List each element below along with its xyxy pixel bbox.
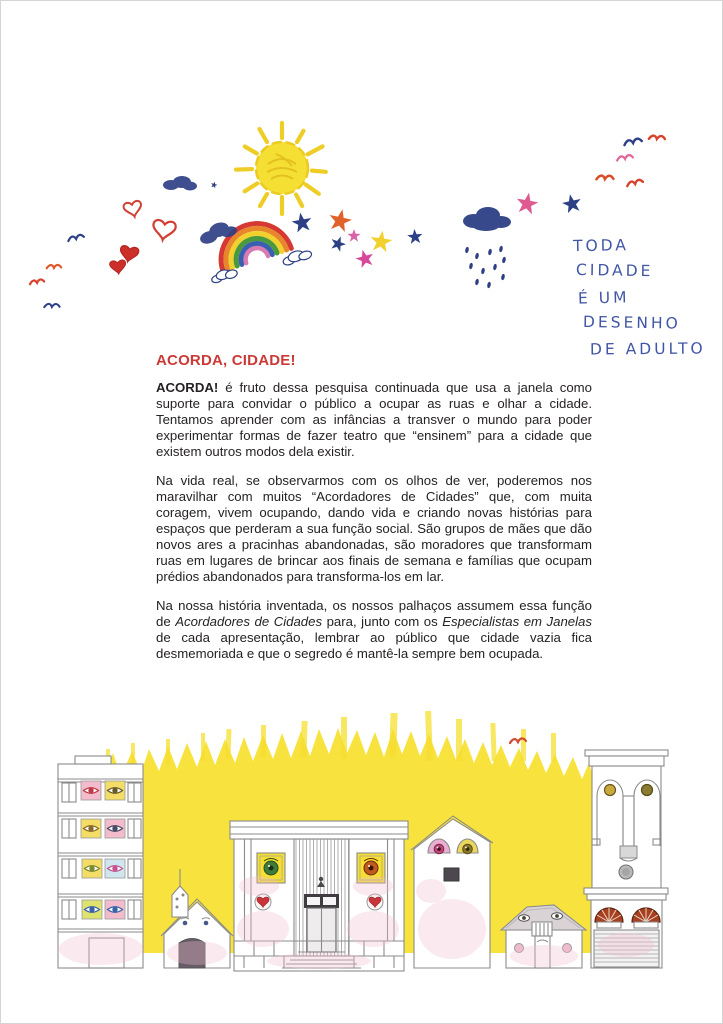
building-apartments-icon <box>58 756 143 968</box>
bird-icon <box>596 174 613 181</box>
note-line: TODA <box>572 236 630 256</box>
paragraph-1 <box>156 380 592 460</box>
star-icon <box>515 191 540 215</box>
paragraph-3-seg: de cada apresentação, lembrar ao público que cidade vazia fica desmemoriada e que o segredo é mantê-la sempre bem ocupada. <box>156 630 592 661</box>
heart-icon <box>109 260 126 275</box>
bird-icon <box>627 179 643 186</box>
building-tower-icon <box>584 750 668 968</box>
bird-icon <box>624 138 642 145</box>
bird-icon <box>30 279 45 284</box>
paragraph-3-seg: para, junto com os <box>322 614 443 629</box>
bottom-illustration <box>1 691 723 1024</box>
paragraph-3-italic: Especialistas em Janelas <box>442 614 592 629</box>
star-icon <box>329 234 348 253</box>
building-theater-icon <box>230 821 408 971</box>
note-line: É UM <box>577 288 630 308</box>
star-icon <box>369 229 394 253</box>
note-line: DESENHO <box>582 312 681 333</box>
bird-icon <box>47 264 62 269</box>
star-icon <box>347 229 360 242</box>
paragraph-3 <box>156 598 592 662</box>
rain-cloud-icon <box>463 207 511 288</box>
star-icon <box>407 228 423 244</box>
paragraph-1-body: é fruto dessa pesquisa continuada que usa a janela como suporte para convidar o público a ocupar as ruas e olhar a cidade. Tentamos aprender com as infâncias a transver o mundo para poder experimentar formas de fazer teatro que “ensinem” para a cidade que existem outros modos dela existir. <box>156 380 592 459</box>
star-icon <box>327 207 354 233</box>
paragraph-2: Na vida real, se observarmos com os olhos de ver, poderemos nos maravilhar com muitos “Acordadores de Cidades” que, com muita coragem, vivem ocupando, dando vida e criando novas histórias para espaços que perderam a sua função social. São grupos de mães que dão novos ares a pracinhas abandonadas, são moradores que transformam ruas em lugares de brincar aos finais de semana e famílias que ocupam prédios abandonados para transforma-los em lar. <box>156 473 592 584</box>
rainbow-icon <box>195 198 312 289</box>
star-icon <box>561 192 583 214</box>
bird-icon <box>44 303 60 309</box>
article-heading: ACORDA, CIDADE! <box>156 352 296 369</box>
bird-icon <box>617 155 633 161</box>
sun-icon <box>236 123 326 214</box>
star-icon <box>290 211 313 233</box>
cloud-icon <box>163 176 197 191</box>
star-icon <box>210 181 218 189</box>
paragraph-3-italic: Acordadores de Cidades <box>175 614 323 629</box>
bird-icon <box>649 134 665 141</box>
note-line: DE ADULTO <box>589 339 706 359</box>
heart-icon <box>152 219 177 241</box>
heart-icon <box>123 200 143 218</box>
bird-icon <box>68 234 84 241</box>
star-icon <box>354 247 376 268</box>
article-text <box>156 352 592 675</box>
paragraph-3-seg: Na nossa história inventada, os nossos palhaços assumem essa função de <box>156 598 592 629</box>
paragraph-1-lead: ACORDA! <box>156 380 219 395</box>
handwritten-note <box>573 232 706 362</box>
note-line: CIDADE <box>575 260 654 281</box>
